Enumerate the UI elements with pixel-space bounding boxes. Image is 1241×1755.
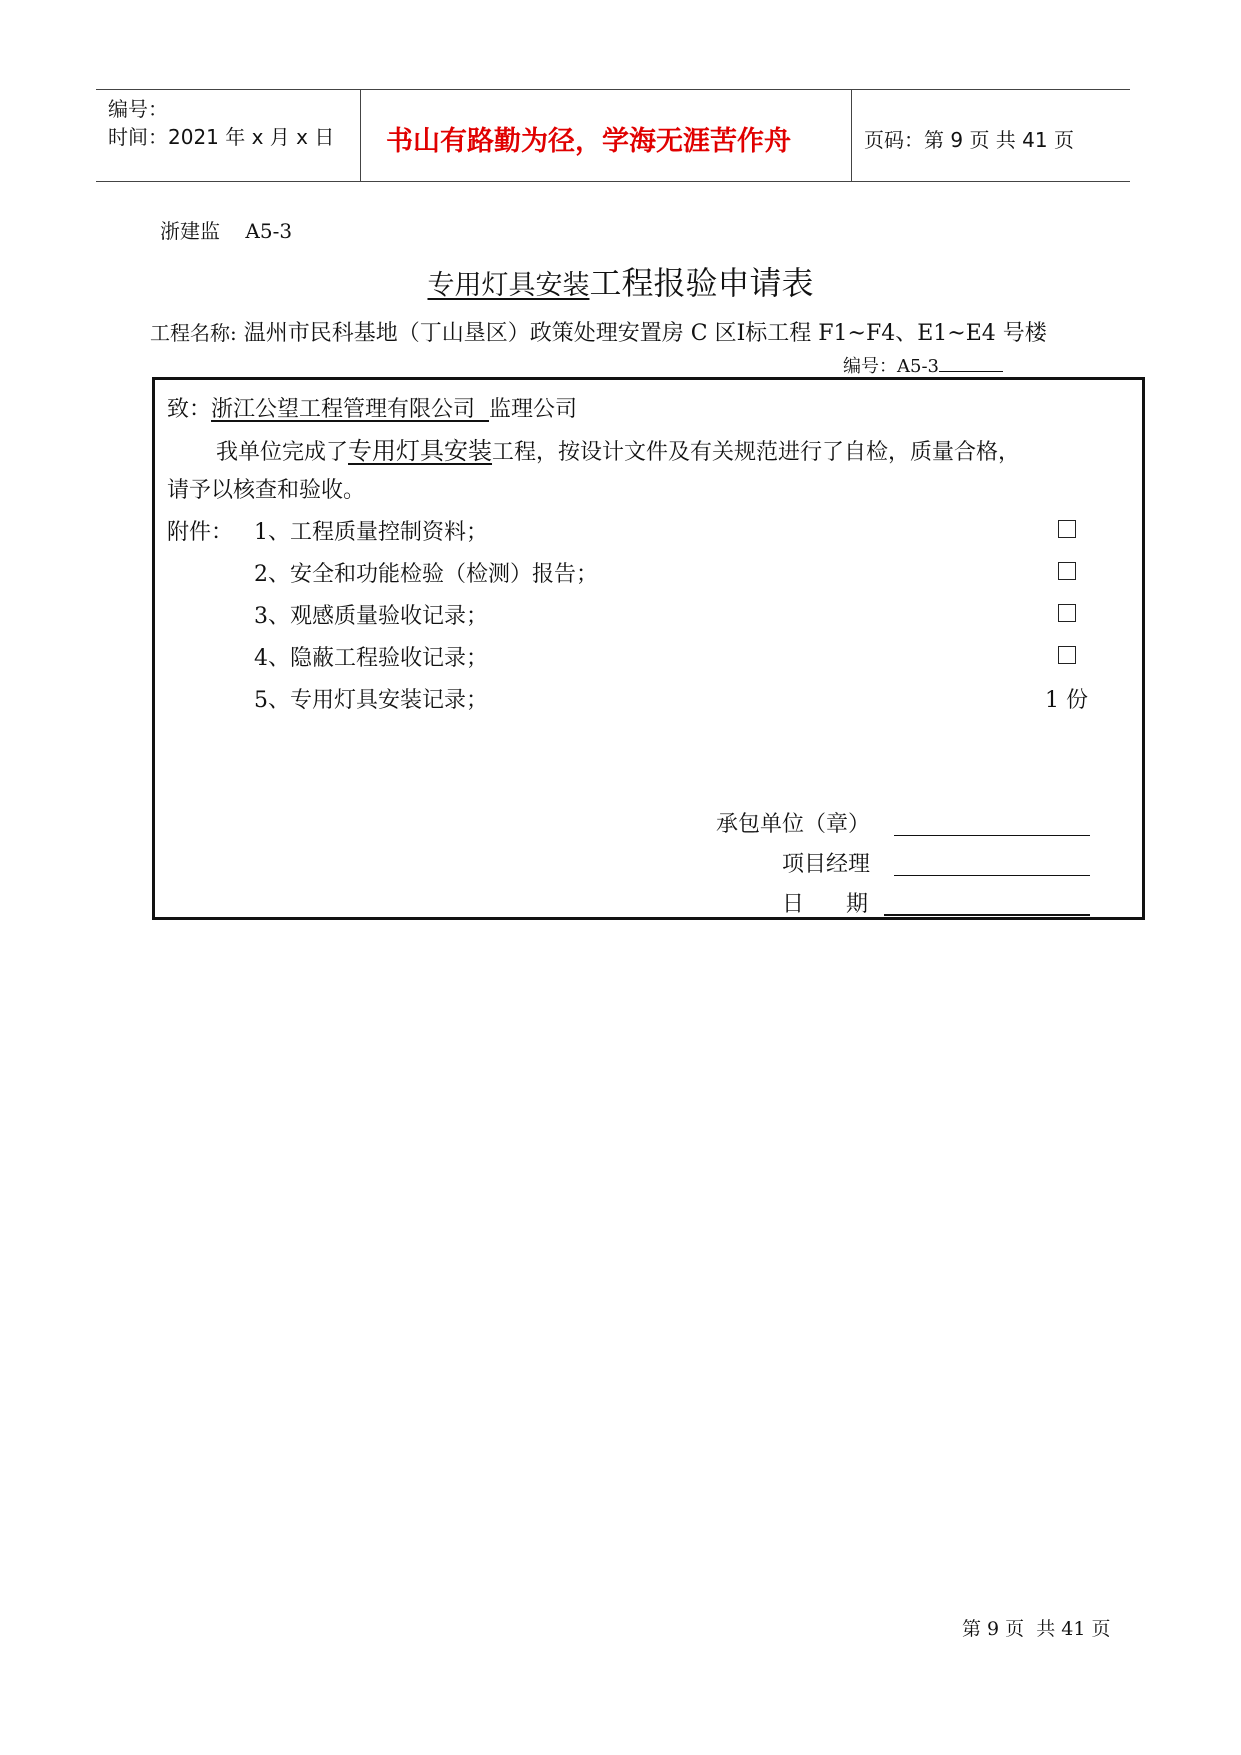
attachment-item: 5、专用灯具安装记录； xyxy=(254,688,488,713)
attachment-checkbox[interactable] xyxy=(1058,646,1076,664)
recipient-prefix: 致： xyxy=(167,397,212,422)
attachment-item: 4、隐蔽工程验收记录； xyxy=(254,646,488,671)
signature-contractor-label: 承包单位（章） xyxy=(716,812,871,837)
document-title xyxy=(0,258,1241,304)
title-work-name: 专用灯具安装 xyxy=(427,270,590,301)
body-line-2: 请予以核查和验收。 xyxy=(167,478,366,503)
header-date: 时间：2021 年 x 月 x 日 xyxy=(108,125,335,149)
title-form-name: 工程报验申请表 xyxy=(589,264,814,302)
attachment-checkbox[interactable] xyxy=(1058,604,1076,622)
recipient-line xyxy=(167,392,577,423)
signature-manager-label: 项目经理 xyxy=(782,852,871,877)
recipient-suffix: 监理公司 xyxy=(489,397,578,422)
recipient-company: 浙江公望工程管理有限公司 xyxy=(211,397,490,422)
application-box xyxy=(152,377,1145,920)
header-divider-left xyxy=(360,89,361,181)
form-number xyxy=(843,352,1003,378)
signature-contractor-line[interactable] xyxy=(894,835,1090,836)
attachment-item: 2、安全和功能检验（检测）报告； xyxy=(254,562,598,587)
body-work-name: 专用灯具安装 xyxy=(348,437,493,465)
body-line-1 xyxy=(216,431,1020,466)
header-page-number: 页码：第 9 页 共 41 页 xyxy=(864,128,1074,152)
signature-manager-line[interactable] xyxy=(894,875,1090,876)
body-intro: 我单位完成了 xyxy=(216,440,349,465)
form-number-label: 编号：A5-3 xyxy=(843,356,939,377)
attachment-checkbox[interactable] xyxy=(1058,520,1076,538)
attachments-label: 附件： xyxy=(167,520,234,545)
signature-date-label: 日 期 xyxy=(782,892,868,917)
header-divider-right xyxy=(851,89,852,181)
header-bottom-rule xyxy=(96,181,1130,182)
attachment-copies: 1 份 xyxy=(1045,688,1088,713)
project-label: 工程名称: xyxy=(150,321,237,345)
project-name-line xyxy=(150,316,1047,347)
standard-code: 浙建监 A5-3 xyxy=(160,219,293,243)
body-statement: 工程，按设计文件及有关规范进行了自检，质量合格， xyxy=(492,440,1021,465)
attachment-item: 3、观感质量验收记录； xyxy=(254,604,488,629)
header-top-rule xyxy=(96,89,1130,90)
form-number-blank xyxy=(939,355,1003,372)
footer-page-number: 第 9 页 共 41 页 xyxy=(962,1618,1111,1640)
project-name: 温州市民科基地（丁山垦区）政策处理安置房 C 区Ⅰ标工程 F1~F4、E1~E4 号楼 xyxy=(243,321,1047,346)
header-motto: 书山有路勤为径，学海无涯苦作舟 xyxy=(386,126,791,157)
attachment-item: 1、工程质量控制资料； xyxy=(254,520,488,545)
header-code-label: 编号： xyxy=(108,97,168,121)
signature-date-line[interactable] xyxy=(884,914,1090,916)
attachment-checkbox[interactable] xyxy=(1058,562,1076,580)
